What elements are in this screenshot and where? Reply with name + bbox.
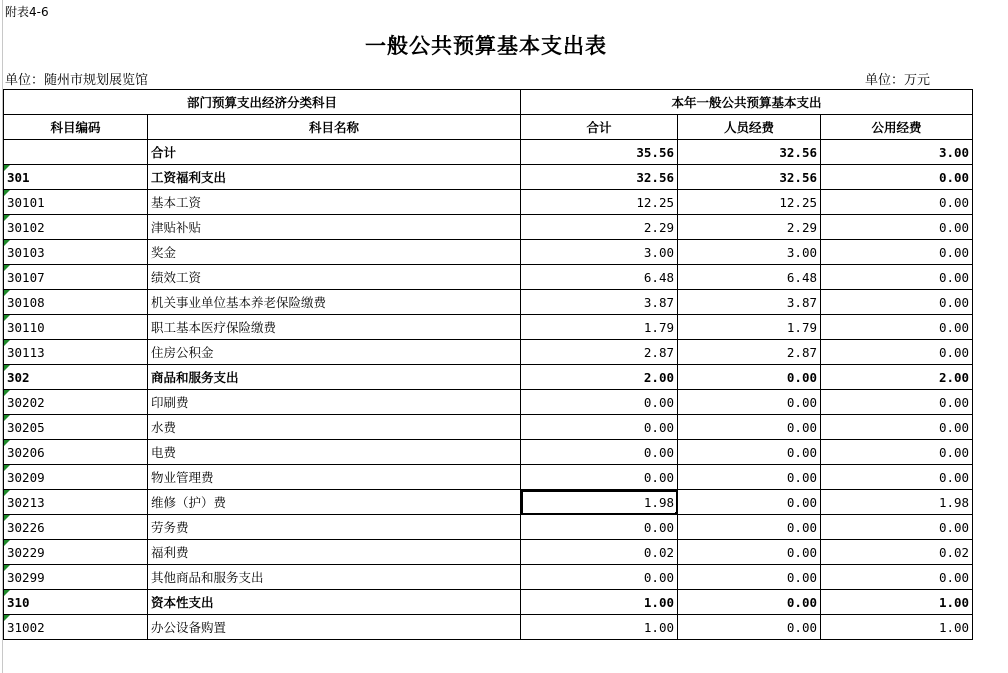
cell-code[interactable] — [4, 465, 148, 490]
comment-marker-icon — [4, 265, 10, 271]
cell-code-text: 310 — [7, 594, 30, 610]
cell-code[interactable] — [4, 515, 148, 540]
cell-public[interactable]: 1.00 — [821, 590, 973, 615]
cell-total[interactable]: 35.56 — [521, 140, 678, 165]
comment-marker-icon — [4, 290, 10, 296]
comment-marker-icon — [4, 315, 10, 321]
cell-personnel[interactable]: 0.00 — [678, 490, 821, 515]
comment-marker-icon — [4, 540, 10, 546]
table-row — [4, 290, 973, 315]
table-row — [4, 565, 973, 590]
cell-code[interactable] — [4, 440, 148, 465]
cell-total[interactable]: 12.25 — [521, 190, 678, 215]
cell-name[interactable]: 住房公积金 — [148, 340, 521, 365]
cell-name[interactable]: 电费 — [148, 440, 521, 465]
comment-marker-icon — [4, 615, 10, 621]
cell-code-text: 30102 — [7, 219, 45, 235]
cell-public[interactable]: 0.00 — [821, 465, 973, 490]
table-row — [4, 515, 973, 540]
cell-public[interactable]: 0.00 — [821, 265, 973, 290]
cell-code-text: 30229 — [7, 544, 45, 560]
cell-code-text: 30107 — [7, 269, 45, 285]
cell-public[interactable]: 0.00 — [821, 440, 973, 465]
table-row — [4, 240, 973, 265]
cell-public[interactable]: 3.00 — [821, 140, 973, 165]
cell-public[interactable]: 0.00 — [821, 390, 973, 415]
comment-marker-icon — [4, 515, 10, 521]
table-row — [4, 465, 973, 490]
cell-public[interactable]: 0.00 — [821, 340, 973, 365]
cell-code-text: 30101 — [7, 194, 45, 210]
cell-public[interactable]: 0.00 — [821, 240, 973, 265]
cell-total[interactable]: 0.00 — [521, 390, 678, 415]
cell-personnel[interactable]: 32.56 — [678, 165, 821, 190]
cell-public[interactable]: 0.00 — [821, 565, 973, 590]
cell-personnel[interactable]: 6.48 — [678, 265, 821, 290]
cell-name[interactable]: 其他商品和服务支出 — [148, 565, 521, 590]
cell-name[interactable]: 福利费 — [148, 540, 521, 565]
cell-name[interactable]: 津贴补贴 — [148, 215, 521, 240]
cell-name[interactable]: 印刷费 — [148, 390, 521, 415]
table-row — [4, 315, 973, 340]
cell-code-text: 30299 — [7, 569, 45, 585]
cell-public[interactable]: 0.00 — [821, 515, 973, 540]
table-row — [4, 390, 973, 415]
comment-marker-icon — [4, 240, 10, 246]
table-row — [4, 265, 973, 290]
cell-code-text: 301 — [7, 169, 30, 185]
comment-marker-icon — [4, 490, 10, 496]
cell-personnel[interactable]: 0.00 — [678, 365, 821, 390]
cell-name[interactable]: 绩效工资 — [148, 265, 521, 290]
header-public[interactable]: 公用经费 — [821, 115, 973, 140]
cell-public[interactable]: 0.00 — [821, 315, 973, 340]
cell-personnel[interactable]: 0.00 — [678, 515, 821, 540]
selected-cell-value: 1.98 — [643, 494, 675, 510]
cell-name[interactable]: 维修（护）费 — [148, 490, 521, 515]
cell-name[interactable]: 工资福利支出 — [148, 165, 521, 190]
table-row — [4, 440, 973, 465]
cell-personnel[interactable]: 0.00 — [678, 415, 821, 440]
cell-total[interactable]: 2.29 — [521, 215, 678, 240]
table-row — [4, 340, 973, 365]
comment-marker-icon — [4, 365, 10, 371]
cell-code-text: 30202 — [7, 394, 45, 410]
cell-code[interactable] — [4, 265, 148, 290]
cell-code[interactable] — [4, 415, 148, 440]
cell-personnel[interactable]: 1.79 — [678, 315, 821, 340]
cell-name[interactable]: 办公设备购置 — [148, 615, 521, 640]
cell-code[interactable] — [4, 590, 148, 615]
cell-code-text: 30213 — [7, 494, 45, 510]
table-row — [4, 490, 973, 515]
category-row — [4, 590, 973, 615]
cell-public[interactable]: 1.00 — [821, 615, 973, 640]
comment-marker-icon — [4, 190, 10, 196]
cell-total[interactable]: 32.56 — [521, 165, 678, 190]
cell-code[interactable] — [4, 340, 148, 365]
header-name[interactable]: 科目名称 — [148, 115, 521, 140]
cell-total[interactable]: 0.00 — [521, 565, 678, 590]
cell-personnel[interactable]: 2.87 — [678, 340, 821, 365]
comment-marker-icon — [4, 465, 10, 471]
cell-name[interactable]: 劳务费 — [148, 515, 521, 540]
cell-total[interactable]: 0.00 — [521, 440, 678, 465]
cell-code-text: 30108 — [7, 294, 45, 310]
cell-code-text: 302 — [7, 369, 30, 385]
cell-total[interactable]: 3.00 — [521, 240, 678, 265]
table-row — [4, 190, 973, 215]
table-row — [4, 540, 973, 565]
cell-total[interactable]: 1.00 — [521, 590, 678, 615]
category-row — [4, 365, 973, 390]
cell-name[interactable]: 奖金 — [148, 240, 521, 265]
comment-marker-icon — [4, 590, 10, 596]
comment-marker-icon — [4, 415, 10, 421]
cell-total[interactable]: 1.00 — [521, 615, 678, 640]
cell-name[interactable]: 水费 — [148, 415, 521, 440]
cell-personnel[interactable]: 0.00 — [678, 390, 821, 415]
cell-public[interactable]: 0.00 — [821, 165, 973, 190]
table-row — [4, 415, 973, 440]
comment-marker-icon — [4, 390, 10, 396]
cell-code-text: 31002 — [7, 619, 45, 635]
cell-personnel[interactable]: 0.00 — [678, 540, 821, 565]
cell-total[interactable]: 0.02 — [521, 540, 678, 565]
cell-name[interactable]: 基本工资 — [148, 190, 521, 215]
header-code[interactable]: 科目编码 — [4, 115, 148, 140]
header-total[interactable]: 合计 — [521, 115, 678, 140]
cell-code[interactable] — [4, 240, 148, 265]
comment-marker-icon — [4, 440, 10, 446]
cell-total[interactable]: 2.87 — [521, 340, 678, 365]
cell-code-text: 30103 — [7, 244, 45, 260]
attachment-label: 附表4-6 — [5, 5, 49, 19]
cell-code-text: 30110 — [7, 319, 45, 335]
unit-currency: 单位：万元 — [865, 73, 931, 88]
cell-personnel[interactable]: 0.00 — [678, 465, 821, 490]
cell-code[interactable] — [4, 165, 148, 190]
header-personnel[interactable]: 人员经费 — [678, 115, 821, 140]
header-group-classification[interactable]: 部门预算支出经济分类科目 — [4, 90, 521, 115]
cell-total[interactable]: 6.48 — [521, 265, 678, 290]
cell-public[interactable]: 1.98 — [821, 490, 973, 515]
cell-code-text: 30226 — [7, 519, 45, 535]
cell-public[interactable]: 0.00 — [821, 215, 973, 240]
comment-marker-icon — [4, 340, 10, 346]
cell-code-text: 30205 — [7, 419, 45, 435]
cell-code-text: 30206 — [7, 444, 45, 460]
cell-code[interactable] — [4, 315, 148, 340]
cell-personnel[interactable]: 0.00 — [678, 590, 821, 615]
comment-marker-icon — [4, 215, 10, 221]
cell-code-text: 30113 — [7, 344, 45, 360]
cell-name[interactable]: 商品和服务支出 — [148, 365, 521, 390]
cell-code[interactable] — [4, 290, 148, 315]
header-group-expenditure[interactable]: 本年一般公共预算基本支出 — [521, 90, 973, 115]
cell-total[interactable]: 0.00 — [521, 415, 678, 440]
cell-code-text: 30209 — [7, 469, 45, 485]
cell-public[interactable]: 0.00 — [821, 290, 973, 315]
cell-name[interactable]: 物业管理费 — [148, 465, 521, 490]
cell-name[interactable]: 资本性支出 — [148, 590, 521, 615]
cell-code[interactable] — [4, 390, 148, 415]
cell-code[interactable] — [4, 565, 148, 590]
cell-personnel[interactable]: 12.25 — [678, 190, 821, 215]
cell-code[interactable] — [4, 540, 148, 565]
cell-personnel[interactable]: 0.00 — [678, 565, 821, 590]
cell-personnel[interactable]: 32.56 — [678, 140, 821, 165]
cell-personnel[interactable]: 3.87 — [678, 290, 821, 315]
table-row — [4, 615, 973, 640]
cell-total[interactable]: 0.00 — [521, 465, 678, 490]
cell-personnel[interactable]: 3.00 — [678, 240, 821, 265]
cell-name[interactable]: 职工基本医疗保险缴费 — [148, 315, 521, 340]
cell-total[interactable]: 3.87 — [521, 290, 678, 315]
budget-table — [3, 89, 973, 640]
cell-personnel[interactable]: 0.00 — [678, 615, 821, 640]
cell-public[interactable]: 0.00 — [821, 190, 973, 215]
category-row — [4, 165, 973, 190]
cell-name[interactable]: 合计 — [148, 140, 521, 165]
unit-organization: 单位：随州市规划展览馆 — [5, 73, 149, 88]
cell-personnel[interactable]: 2.29 — [678, 215, 821, 240]
total-row — [4, 140, 973, 165]
table-row — [4, 215, 973, 240]
comment-marker-icon — [4, 565, 10, 571]
page-title: 一般公共预算基本支出表 — [365, 34, 607, 58]
cell-code[interactable] — [4, 190, 148, 215]
cell-code[interactable] — [4, 215, 148, 240]
comment-marker-icon — [4, 165, 10, 171]
cell-code[interactable] — [4, 140, 148, 165]
cell-personnel[interactable]: 0.00 — [678, 440, 821, 465]
selected-cell[interactable] — [521, 490, 678, 515]
cell-name[interactable]: 机关事业单位基本养老保险缴费 — [148, 290, 521, 315]
cell-public[interactable]: 0.02 — [821, 540, 973, 565]
cell-public[interactable]: 2.00 — [821, 365, 973, 390]
cell-public[interactable]: 0.00 — [821, 415, 973, 440]
cell-total[interactable]: 0.00 — [521, 515, 678, 540]
cell-total[interactable]: 2.00 — [521, 365, 678, 390]
cell-code[interactable] — [4, 490, 148, 515]
cell-code[interactable] — [4, 615, 148, 640]
cell-code[interactable] — [4, 365, 148, 390]
cell-total[interactable]: 1.79 — [521, 315, 678, 340]
